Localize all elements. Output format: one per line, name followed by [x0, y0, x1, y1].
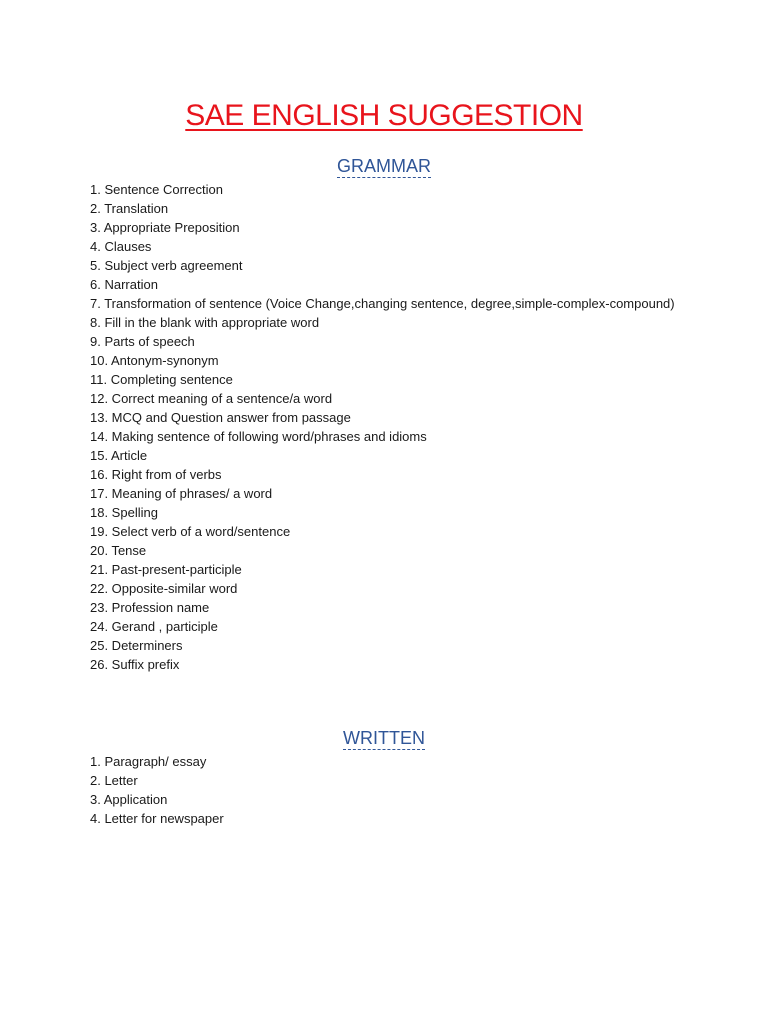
written-list: [90, 752, 680, 828]
list-item: 4. Letter for newspaper: [90, 811, 224, 826]
list-item: 21. Past-present-participle: [90, 562, 242, 577]
list-item: 10. Antonym-synonym: [90, 353, 219, 368]
list-item: 2. Letter: [90, 773, 138, 788]
list-item: 9. Parts of speech: [90, 334, 195, 349]
list-item: 19. Select verb of a word/sentence: [90, 524, 291, 539]
written-heading-text: WRITTEN: [343, 728, 425, 748]
list-item: 8. Fill in the blank with appropriate word: [90, 315, 320, 330]
list-item: 12. Correct meaning of a sentence/a word: [90, 391, 333, 406]
grammar-list: [90, 180, 680, 674]
list-item: 2. Translation: [90, 201, 169, 216]
list-item: 26. Suffix prefix: [90, 657, 180, 672]
list-item: 20. Tense: [90, 543, 147, 558]
list-item: 3. Appropriate Preposition: [90, 220, 240, 235]
list-item: 22. Opposite-similar word: [90, 581, 238, 596]
list-item: 15. Article: [90, 448, 148, 463]
list-item: 7. Transformation of sentence (Voice Change,changing sentence, degree,simple-complex-compound): [90, 296, 675, 311]
grammar-heading: [0, 155, 768, 177]
list-item: 25. Determiners: [90, 638, 183, 653]
written-heading: [0, 727, 768, 749]
list-item: 1. Paragraph/ essay: [90, 754, 207, 769]
list-item: 23. Profession name: [90, 600, 210, 615]
list-item: 24. Gerand , participle: [90, 619, 218, 634]
grammar-heading-text: GRAMMAR: [337, 156, 431, 176]
list-item: 1. Sentence Correction: [90, 182, 223, 197]
list-item: 3. Application: [90, 792, 168, 807]
list-item: 11. Completing sentence: [90, 372, 233, 387]
list-item: 17. Meaning of phrases/ a word: [90, 486, 273, 501]
list-item: 13. MCQ and Question answer from passage: [90, 410, 351, 425]
list-item: 6. Narration: [90, 277, 158, 292]
list-item: 5. Subject verb agreement: [90, 258, 243, 273]
list-item: 14. Making sentence of following word/phrases and idioms: [90, 429, 427, 444]
list-item: 18. Spelling: [90, 505, 158, 520]
list-item: 4. Clauses: [90, 239, 152, 254]
list-item: 16. Right from of verbs: [90, 467, 222, 482]
page-title: SAE ENGLISH SUGGESTION: [185, 99, 583, 132]
